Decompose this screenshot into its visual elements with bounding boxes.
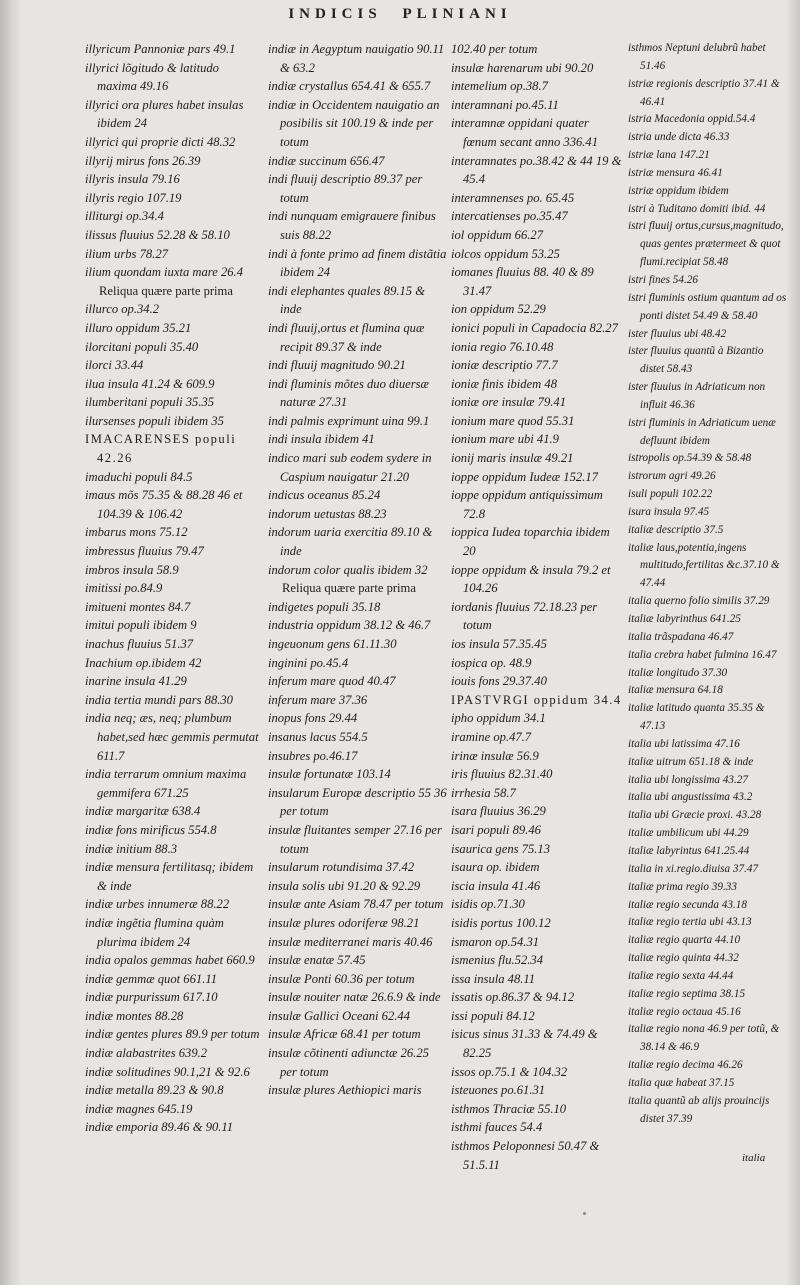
- index-entry: istri fluminis in Adriaticum uenæ defluunt ibidem: [628, 416, 776, 447]
- index-entry: indi elephantes quales 89.15 & inde: [268, 283, 426, 317]
- index-entry: ionium mare ubi 41.9: [451, 432, 559, 447]
- index-entry: istri fluminis ostium quantum ad os ponti distet 54.49 & 58.40: [628, 291, 787, 322]
- index-entry: insulæ Ponti 60.36 per totum: [268, 971, 415, 986]
- index-entry: italiæ latitudo quanta 35.35 & 47.13: [628, 702, 765, 733]
- index-entry: indiæ gentes plures 89.9 per totum: [85, 1027, 260, 1042]
- index-entry: istria Macedonia oppid.54.4: [628, 113, 756, 126]
- index-column-1: [85, 40, 260, 1137]
- index-entry: isura insula 97.45: [628, 505, 710, 518]
- index-entry: ilursenses populi ibidem 35: [85, 413, 224, 428]
- index-entry: istrorum agri 49.26: [628, 470, 716, 483]
- index-entry: ilissus fluuius 52.28 & 58.10: [85, 227, 230, 242]
- index-entry: illyris insula 79.16: [85, 172, 180, 187]
- index-entry: italiæ regio septima 38.15: [628, 987, 746, 1000]
- index-entry: indi fluuij magnitudo 90.21: [268, 358, 406, 373]
- index-entry: isthmos Neptuni delubrũ habet 51.46: [628, 42, 766, 72]
- index-entry: isthmos Peloponnesi 50.47 & 51.5.11: [451, 1139, 600, 1172]
- index-entry: ister fluuius in Adriaticum non influit 46.36: [628, 381, 766, 411]
- index-entry: ioppe oppidum & insula 79.2 et 104.26: [451, 562, 611, 596]
- index-entry: india neq; æs, neq; plumbum habet,sed hæc gemmis permutat 611.7: [85, 711, 259, 763]
- index-entry: ismenius flu.52.34: [451, 953, 544, 968]
- index-entry: indiæ succinum 656.47: [268, 153, 385, 168]
- index-entry: indico mari sub eodem sydere in Caspium nauigatur 21.20: [268, 451, 432, 484]
- index-entry: iouis fons 29.37.40: [451, 674, 547, 689]
- index-entry: IPASTVRGI oppidum 34.4: [451, 692, 622, 707]
- index-entry: insulæ plures odoriferæ 98.21: [268, 915, 420, 930]
- page-edge-shadow: [786, 0, 800, 1285]
- index-entry: ilua insula 41.24 & 609.9: [85, 376, 215, 391]
- index-entry: iris fluuius 82.31.40: [451, 767, 553, 782]
- index-entry: istropolis op.54.39 & 58.48: [628, 452, 752, 465]
- index-entry: illyrij mirus fons 26.39: [85, 153, 201, 168]
- index-entry: interamnenses po. 65.45: [451, 190, 575, 205]
- index-entry: ilorcitani populi 35.40: [85, 339, 199, 354]
- index-entry: istri à Tuditano domiti ibid. 44: [628, 202, 766, 215]
- index-entry: imaus mõs 75.35 & 88.28 46 et 104.39 & 106.42: [85, 488, 243, 521]
- index-entry: isthmi fauces 54.4: [451, 1120, 543, 1135]
- index-entry: irrhesia 58.7: [451, 785, 516, 800]
- index-entry: insulæ plures Aethiopici maris: [268, 1083, 422, 1098]
- index-entry: isaurica gens 75.13: [451, 841, 550, 856]
- index-entry: italiæ mensura 64.18: [628, 684, 723, 697]
- index-entry: ionium mare quod 55.31: [451, 413, 575, 428]
- index-entry: insulæ fortunatæ 103.14: [268, 767, 391, 782]
- index-entry: irinæ insulæ 56.9: [451, 748, 539, 763]
- index-entry: insularum rotundisima 37.42: [268, 860, 415, 875]
- index-entry: indiæ solitudines 90.1,21 & 92.6: [85, 1064, 250, 1079]
- index-entry: indi fluminis mõtes duo diuersæ naturæ 27.31: [268, 376, 429, 410]
- index-entry: istriæ oppidum ibidem: [628, 184, 729, 197]
- index-entry: italia ubi angustissima 43.2: [628, 791, 753, 804]
- index-entry: indiæ in Occidentem nauigatio an posibilis sit 100.19 & inde per totum: [268, 97, 440, 149]
- index-entry: ion oppidum 52.29: [451, 302, 546, 317]
- index-entry: indiæ emporia 89.46 & 90.11: [85, 1120, 234, 1135]
- index-entry: italia quæ habeat 37.15: [628, 1076, 735, 1089]
- index-column-4: [628, 40, 788, 1128]
- index-entry: indi palmis exprimunt uina 99.1: [268, 413, 430, 428]
- index-entry: ioniæ finis ibidem 48: [451, 376, 558, 391]
- index-entry: ilium quondam iuxta mare 26.4: [85, 265, 243, 280]
- index-entry: ister fluuius ubi 48.42: [628, 327, 727, 340]
- index-entry: iolcos oppidum 53.25: [451, 246, 560, 261]
- index-entry: imbressus fluuius 79.47: [85, 544, 204, 559]
- index-entry: italiæ regio sexta 44.44: [628, 969, 734, 982]
- index-entry: indiæ margaritæ 638.4: [85, 804, 201, 819]
- index-entry: intemelium op.38.7: [451, 79, 548, 94]
- index-entry: istri fluuij ortus,cursus,magnitudo, quas gentes prætermeet & quot flumi.recipiat 58.48: [628, 220, 784, 269]
- index-entry: istria unde dicta 46.33: [628, 131, 730, 144]
- index-entry: insula solis ubi 91.20 & 92.29: [268, 878, 421, 893]
- index-entry: isteuones po.61.31: [451, 1083, 546, 1098]
- index-entry: Inachium op.ibidem 42: [85, 655, 202, 670]
- index-entry: issatis op.86.37 & 94.12: [451, 990, 575, 1005]
- index-entry: interamnani po.45.11: [451, 97, 559, 112]
- index-entry: iospica op. 48.9: [451, 655, 532, 670]
- index-entry: Reliqua quære parte prima: [99, 283, 233, 298]
- index-entry: ionici populi in Capadocia 82.27: [451, 320, 618, 335]
- index-entry: isuli populi 102.22: [628, 488, 713, 501]
- index-entry: interamnæ oppidani quater fœnum secant anno 336.41: [451, 116, 599, 149]
- index-entry: indi fluuij,ortus et flumina quæ recipit 89.37 & inde: [268, 320, 425, 354]
- catchword: italia: [742, 1152, 766, 1164]
- index-entry: iomanes fluuius 88. 40 & 89 31.47: [451, 265, 594, 298]
- index-entry: istri fines 54.26: [628, 273, 698, 286]
- index-entry: insulæ nouiter natæ 26.6.9 & inde: [268, 990, 441, 1005]
- index-entry: ioppe oppidum Iudeæ 152.17: [451, 469, 598, 484]
- index-entry: indigetes populi 35.18: [268, 599, 381, 614]
- index-entry: italiæ uitrum 651.18 & inde: [628, 755, 754, 768]
- index-entry: indiæ crystallus 654.41 & 655.7: [268, 79, 431, 94]
- page-gutter-shadow: [0, 0, 22, 1285]
- index-entry: insulæ mediterranei maris 40.46: [268, 934, 433, 949]
- index-entry: industria oppidum 38.12 & 46.7: [268, 618, 431, 633]
- index-entry: indorum uetustas 88.23: [268, 506, 387, 521]
- index-entry: italiæ regio quarta 44.10: [628, 934, 741, 947]
- index-entry: isicus sinus 31.33 & 74.49 & 82.25: [451, 1027, 598, 1061]
- index-entry: italia ubi Græcie proxi. 43.28: [628, 809, 762, 822]
- index-entry: india terrarum omnium maxima gemmifera 671.25: [85, 767, 247, 800]
- index-column-2: [268, 40, 448, 1100]
- index-entry: indiæ fons mirificus 554.8: [85, 822, 217, 837]
- index-entry: iordanis fluuius 72.18.23 per totum: [451, 599, 598, 633]
- index-entry: indi à fonte primo ad finem distãtia ibidem 24: [268, 246, 447, 280]
- paper-speck: [583, 1212, 586, 1215]
- index-entry: istriæ mensura 46.41: [628, 166, 723, 179]
- index-entry: indiæ montes 88.28: [85, 1008, 184, 1023]
- index-entry: italiæ regio secunda 43.18: [628, 898, 747, 911]
- index-entry: ilium urbs 78.27: [85, 246, 168, 261]
- index-entry: italiæ regio quinta 44.32: [628, 952, 739, 965]
- index-entry: italia in xi.regio.diuisa 37.47: [628, 862, 759, 875]
- index-entry: ioniæ descriptio 77.7: [451, 358, 558, 373]
- index-entry: italiæ labyrintus 641.25.44: [628, 844, 750, 857]
- index-entry: iramine op.47.7: [451, 729, 532, 744]
- index-entry: insulæ fluitantes semper 27.16 per totum: [268, 822, 442, 856]
- index-entry: insanus lacus 554.5: [268, 729, 368, 744]
- index-entry: illurco op.34.2: [85, 302, 160, 317]
- index-entry: ioppe oppidum antiquissimum 72.8: [451, 488, 603, 521]
- index-entry: italia trãspadana 46.47: [628, 630, 734, 643]
- index-entry: insulæ cõtinenti adiunctæ 26.25 per totum: [268, 1046, 429, 1079]
- index-entry: interamnates po.38.42 & 44 19 & 45.4: [451, 153, 622, 187]
- index-entry: imbarus mons 75.12: [85, 525, 188, 540]
- index-entry: indiæ mensura fertilitasq; ibidem & inde: [85, 860, 254, 893]
- index-entry: istriæ lana 147.21: [628, 149, 710, 162]
- index-entry: inachus fluuius 51.37: [85, 637, 194, 651]
- index-entry: 102.40 per totum: [451, 42, 538, 56]
- index-entry: iol oppidum 66.27: [451, 227, 544, 242]
- index-entry: isidis portus 100.12: [451, 915, 551, 930]
- index-entry: insulæ enatæ 57.45: [268, 953, 366, 968]
- index-entry: ilumberitani populi 35.35: [85, 395, 215, 410]
- index-entry: indiæ gemmæ quot 661.11: [85, 971, 218, 986]
- index-entry: italiæ regio nona 46.9 per totũ, & 38.14 & 46.9: [628, 1023, 780, 1054]
- index-entry: insulæ harenarum ubi 90.20: [451, 60, 594, 75]
- index-entry: italiæ regio decima 46.26: [628, 1059, 743, 1072]
- index-entry: italia querno folio similis 37.29: [628, 595, 770, 608]
- index-entry: ingeuonum gens 61.11.30: [268, 637, 397, 651]
- index-entry: italia ubi latissima 47.16: [628, 737, 740, 750]
- index-entry: india opalos gemmas habet 660.9: [85, 953, 255, 968]
- index-entry: italia quantũ ab alijs prouincijs distet 37.39: [628, 1094, 770, 1125]
- index-entry: italiæ regio octaua 45.16: [628, 1005, 741, 1018]
- index-entry: inopus fons 29.44: [268, 711, 358, 726]
- index-entry: ioppica Iudea toparchia ibidem 20: [451, 525, 610, 559]
- index-entry: issos op.75.1 & 104.32: [451, 1064, 568, 1079]
- index-entry: ilorci 33.44: [85, 358, 144, 373]
- index-entry: illyrici lõgitudo & latitudo maxima 49.16: [85, 60, 219, 94]
- index-entry: indiæ metalla 89.23 & 90.8: [85, 1083, 224, 1098]
- index-entry: italia crebra habet fulmina 16.47: [628, 648, 777, 661]
- index-entry: inferum mare 37.36: [268, 692, 368, 707]
- index-entry: isaura op. ibidem: [451, 860, 540, 875]
- index-entry: isara fluuius 36.29: [451, 804, 546, 819]
- index-entry: illyricum Pannoniæ pars 49.1: [85, 42, 236, 56]
- index-column-3: [451, 40, 623, 1174]
- index-entry: insulæ ante Asiam 78.47 per totum: [268, 897, 444, 912]
- index-entry: istriæ regionis descriptio 37.41 & 46.41: [628, 77, 780, 108]
- index-entry: inginini po.45.4: [268, 655, 349, 670]
- index-entry: italiæ longitudo 37.30: [628, 666, 728, 679]
- index-entry: inarine insula 41.29: [85, 674, 187, 689]
- index-entry: illyrici ora plures habet insulas ibidem 24: [85, 97, 244, 131]
- index-entry: imbros insula 58.9: [85, 562, 179, 577]
- index-entry: imitissi po.84.9: [85, 581, 163, 596]
- header-word-2: PLINIANI: [402, 6, 512, 22]
- index-entry: indiæ urbes innumeræ 88.22: [85, 897, 230, 912]
- index-entry: ionij maris insulæ 49.21: [451, 451, 574, 466]
- index-entry: Reliqua quære parte prima: [282, 581, 416, 596]
- index-entry: indicus oceanus 85.24: [268, 488, 381, 503]
- index-entry: italiæ laus,potentia,ingens multitudo,fertilitas &c.37.10 & 47.44: [628, 541, 780, 590]
- index-entry: illiturgi op.34.4: [85, 209, 164, 224]
- index-entry: intercatienses po.35.47: [451, 209, 568, 224]
- index-entry: indiæ in Aegyptum nauigatio 90.11 & 63.2: [268, 42, 445, 75]
- index-entry: ios insula 57.35.45: [451, 637, 547, 651]
- index-entry: ioniæ ore insulæ 79.41: [451, 395, 566, 410]
- index-entry: indi nunquam emigrauere finibus suis 88.22: [268, 209, 436, 242]
- header-word-1: INDICIS: [288, 6, 382, 22]
- index-entry: isidis op.71.30: [451, 897, 525, 912]
- index-entry: isari populi 89.46: [451, 822, 541, 837]
- index-entry: indorum uaria exercitia 89.10 & inde: [268, 525, 433, 559]
- index-entry: imitui populi ibidem 9: [85, 618, 197, 633]
- index-entry: italiæ umbilicum ubi 44.29: [628, 827, 749, 840]
- index-entry: inferum mare quod 40.47: [268, 674, 396, 689]
- index-entry: italiæ labyrinthus 641.25: [628, 613, 741, 625]
- index-entry: indiæ purpurissum 617.10: [85, 990, 218, 1005]
- index-entry: ister fluuius quantũ à Bizantio distet 58.43: [628, 345, 764, 376]
- index-entry: insulæ Africæ 68.41 per totum: [268, 1027, 421, 1042]
- index-entry: ionia regio 76.10.48: [451, 339, 554, 354]
- index-entry: italiæ descriptio 37.5: [628, 523, 724, 536]
- index-entry: indiæ initium 88.3: [85, 841, 178, 856]
- index-entry: imitueni montes 84.7: [85, 599, 191, 614]
- running-header: [0, 6, 800, 23]
- index-entry: imaduchi populi 84.5: [85, 469, 193, 484]
- index-entry: illuro oppidum 35.21: [85, 320, 192, 335]
- index-entry: india tertia mundi pars 88.30: [85, 692, 233, 707]
- index-entry: italiæ prima regio 39.33: [628, 880, 737, 893]
- index-entry: italiæ regio tertia ubi 43.13: [628, 916, 752, 929]
- index-entry: insubres po.46.17: [268, 748, 358, 763]
- index-entry: ismaron op.54.31: [451, 934, 540, 949]
- index-entry: indi fluuij descriptio 89.37 per totum: [268, 172, 423, 205]
- index-entry: indi insula ibidem 41: [268, 432, 375, 447]
- index-entry: issi populi 84.12: [451, 1008, 535, 1023]
- index-entry: indiæ alabastrites 639.2: [85, 1046, 208, 1061]
- index-entry: isthmos Thraciæ 55.10: [451, 1101, 567, 1116]
- index-entry: indorum color qualis ibidem 32: [268, 562, 428, 577]
- index-entry: insulæ Gallici Oceani 62.44: [268, 1008, 411, 1023]
- index-entry: illyris regio 107.19: [85, 190, 182, 205]
- index-entry: iscia insula 41.46: [451, 878, 541, 893]
- index-entry: italia ubi longissima 43.27: [628, 773, 748, 786]
- index-entry: IMACARENSES populi 42.26: [85, 432, 237, 466]
- index-entry: illyrici qui proprie dicti 48.32: [85, 134, 236, 149]
- index-entry: issa insula 48.11: [451, 971, 536, 986]
- index-entry: ipho oppidum 34.1: [451, 711, 546, 726]
- index-entry: insularum Europæ descriptio 55 36 per totum: [268, 785, 447, 819]
- index-entry: indiæ ingẽtia flumina quàm plurima ibidem 24: [85, 915, 224, 949]
- index-entry: indiæ magnes 645.19: [85, 1101, 193, 1116]
